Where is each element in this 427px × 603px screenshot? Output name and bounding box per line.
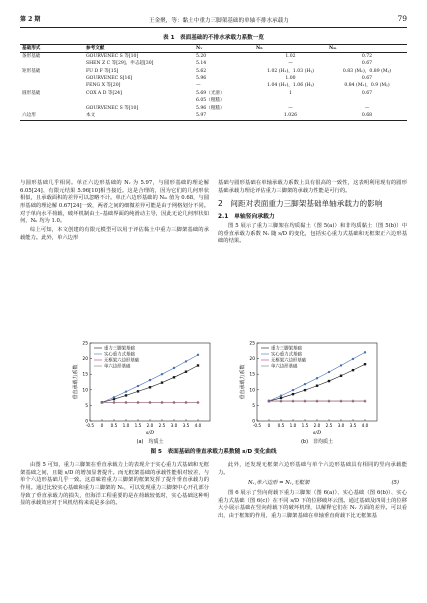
table-cell-reference: GOURVENEC S 等[10]	[86, 53, 139, 59]
header-foundation-type: 基础形式	[22, 45, 41, 51]
y-tick-label: 25	[249, 341, 255, 347]
x-tick-label: 3.5	[349, 423, 357, 428]
right-column-upper	[218, 180, 407, 247]
data-point	[185, 371, 187, 373]
x-tick-label: 2.0	[313, 423, 321, 428]
x-tick-label: 0	[100, 423, 104, 428]
table-cell-group	[20, 83, 84, 90]
x-tick-label: 1.0	[289, 423, 297, 428]
x-tick-label: 3.0	[170, 423, 178, 428]
left-column-lower	[20, 462, 209, 509]
table-cell-nh: 1.02	[285, 53, 296, 59]
paragraph: 基础与圆形基础在单轴承载力系数上具有很高的一致性，这表明利用现有的圆形基础承载力理论评估重力三脚架的承载力性能是可行的。	[218, 180, 407, 194]
data-point	[197, 354, 199, 356]
table-cell-nm: 0.67	[361, 76, 373, 82]
table-row	[20, 112, 407, 120]
panel-label: (b) 非均质土	[300, 439, 334, 445]
y-tick-label: 0	[85, 419, 88, 425]
section-heading: 2 间距对表面重力三脚架基础单轴承载力的影响	[218, 199, 383, 209]
data-point	[292, 393, 294, 395]
table-header-row	[20, 45, 407, 53]
data-point	[316, 377, 318, 379]
table-cell-nh: 1	[289, 90, 292, 96]
table-cell-nm: 0.67	[361, 90, 373, 96]
figure-5	[20, 335, 407, 447]
x-axis-label: s/D	[312, 430, 322, 436]
x-tick-label: 0.5	[110, 423, 118, 428]
page-number: 79	[397, 14, 407, 24]
data-point	[328, 371, 330, 373]
legend-entry: 单六边形基础	[104, 364, 131, 370]
table-cell-reference: 本文	[86, 112, 96, 118]
data-point	[364, 351, 366, 353]
data-point	[352, 369, 354, 371]
data-point	[292, 389, 294, 391]
y-tick-label: 0	[252, 419, 255, 425]
x-tick-label: 4.0	[361, 423, 369, 428]
equation-text: Nᵥ,单六边形 = Nᵥ,无框架	[248, 480, 310, 487]
table-cell-group: 六边形	[22, 112, 36, 118]
legend-entry: 重力三脚架基础	[271, 346, 302, 352]
table-cell-reference: GOURVENEC S[16]	[86, 76, 133, 82]
table-cell-nh: 1.04 (Hₓ)，1.06 (Hᵧ)	[267, 83, 314, 89]
paragraph: 图 5 展示了重力三脚架在均质黏土（图 5(a)）和非均质黏土（图 5(b)）中的垂直承载力系数 Nᵥ 随 s/D 的变化，包括实心重力式基础和无框架正六边形基础的结果。	[218, 222, 407, 245]
table-cell-nv: 5.69（光滑）	[196, 90, 225, 96]
x-axis-label: s/D	[145, 430, 155, 436]
table-cell-reference: SHEN Z C 等[29]、申志超[30]	[86, 61, 154, 67]
equation-5	[218, 478, 407, 490]
x-tick-label: -0.5	[252, 423, 262, 428]
y-tick-label: 5	[252, 403, 255, 409]
data-point	[137, 390, 139, 392]
x-tick-label: 3.5	[182, 423, 190, 428]
table-cell-group: 矩形基础	[22, 68, 41, 74]
table-cell-nv: 5.14	[196, 61, 207, 67]
table-row	[20, 68, 407, 75]
data-point	[173, 367, 175, 369]
header-nm: Nₘ	[329, 45, 337, 51]
panel-label: (a) 均质土	[136, 439, 164, 445]
data-point	[173, 376, 175, 378]
running-title: 王金聚，等：黏土中重力三脚架基础的单轴不排水承载力	[148, 17, 289, 24]
x-tick-label: 0.5	[277, 423, 285, 428]
table-cell-nm: 0.67	[361, 61, 373, 67]
table-cell-nh: 1.00	[285, 76, 296, 82]
y-tick-label: 15	[82, 372, 88, 378]
paragraph: 此外，还发现无框架六边形基础与单个六边形基础具有相同的竖向承载能力。	[218, 462, 407, 476]
x-tick-label: 3.0	[337, 423, 345, 428]
x-tick-label: 2.0	[146, 423, 154, 428]
table-row	[20, 98, 407, 105]
series-line	[102, 365, 198, 402]
table-title: 表 1 表面基础的不排水承载力系数一览	[163, 35, 264, 41]
table-row	[20, 61, 407, 68]
data-point	[197, 364, 199, 366]
x-tick-label: 1.5	[301, 423, 309, 428]
y-tick-label: 10	[82, 388, 88, 394]
y-tick-label: 20	[249, 357, 255, 363]
figure-5-svg	[20, 335, 407, 447]
equation-number: (5)	[391, 480, 399, 487]
figure-caption: 图 5 表面基础的垂直承载力系数随 s/D 变化曲线	[150, 449, 277, 455]
x-tick-label: -0.5	[85, 423, 95, 428]
x-tick-label: 1.0	[122, 423, 130, 428]
y-tick-label: 5	[85, 403, 88, 409]
table-cell-nh: —	[288, 105, 293, 111]
x-tick-label: 2.5	[158, 423, 166, 428]
legend-entry: 实心重力式基础	[271, 352, 302, 358]
legend-entry: 单六边形基础	[271, 364, 298, 370]
table-cell-reference: FENG X 等[20]	[86, 83, 121, 89]
paragraph: 图 6 展示了竖向荷载下重力三脚架（图 6(a)）、实心基础（图 6(b)）、实心重力式基础（图 6(c)）在不同 s/D 下的位移破坏云图。通过基础及四周土的位移大小展示基础在竖向荷载下的破坏机理，以解释它们在 Nᵥ 方面的差异。可以看出，由于框架的作用，重力三脚架基础在单轴垂直荷载下比无框架基	[218, 490, 407, 520]
left-column-upper	[20, 180, 209, 243]
data-point	[280, 395, 282, 397]
table-row	[20, 90, 407, 97]
data-point	[149, 379, 151, 381]
capacity-table	[20, 44, 407, 121]
data-point	[316, 385, 318, 387]
y-tick-label: 15	[249, 372, 255, 378]
table-row	[20, 83, 407, 90]
data-point	[161, 381, 163, 383]
table-cell-nv: 5.96	[196, 76, 207, 82]
legend-entry: 无框架六边形基础	[104, 358, 140, 364]
x-tick-label: 2.5	[325, 423, 333, 428]
data-point	[125, 394, 127, 396]
table-cell-nv: —	[196, 83, 201, 89]
table-cell-nv: 5.62	[196, 68, 207, 74]
table-cell-nm	[327, 98, 407, 105]
table-cell-nv: 6.05（粗糙）	[196, 98, 225, 104]
table-cell-nm: —	[364, 105, 370, 111]
data-point	[137, 385, 139, 387]
legend-entry: 重力三脚架基础	[104, 346, 135, 352]
y-tick-label: 25	[82, 341, 88, 347]
table-cell-group	[20, 76, 84, 83]
x-tick-label: 1.5	[134, 423, 142, 428]
table-cell-group	[20, 61, 84, 68]
table-cell-nm: 0.72	[361, 53, 373, 59]
table-cell-nh: —	[288, 61, 293, 67]
table-cell-group: 条形基础	[22, 53, 41, 59]
paragraph: 与圆形基础几乎相同。单正六边形基础的 Nᵥ 为 5.97，与圆形基础的理论解 6.05[24]、有限元结果 5.96[10]相当接近。这是合理的，因为它们的几何形状相似，且承载面积的差异可以忽略不计。单正六边形基础的 Nₘ 值为 0.68，与圆形基础的理论解 0.67[24]一致，两者之间的细微差异可能是由于网格划分不同。对于单向水平荷载，破坏机制由土–基础界面的纯滑动主导，因此无论几何形状如何，Nₕ 均为 1.0。	[20, 180, 209, 225]
header-nh: Nₕ	[256, 45, 263, 51]
table-cell-reference	[84, 98, 194, 105]
table-cell-nm: 0.84 (Mₓ)，0.9 (Mᵧ)	[344, 83, 390, 89]
data-point	[113, 396, 115, 398]
data-point	[161, 373, 163, 375]
paragraph: 由图 5 可知，重力三脚架在垂直承载力上的表现介于实心重力式基础和无框架基础之间，且随 s/D 的增加显著提升。而无框架基础的承载性能相对较差，与单个六边形基础几乎一致。这意味着重力三脚架的框架发挥了提升垂直承载力的作用。通过比较实心基础和重力三脚架的 Nᵥ，可以发现重力三脚架中心开孔部分导致了垂直承载力的损失，但海洋工程重要的是在荷载较低时，实心基础这种明显的承载效应对于风机结构来说是多余的。	[20, 462, 209, 507]
running-header	[20, 14, 407, 28]
data-point	[304, 383, 306, 385]
series-line	[269, 364, 365, 401]
x-tick-label: 4.0	[194, 423, 202, 428]
table-cell-nh: 1.026	[283, 112, 298, 118]
table-cell-nv: 5.20	[196, 53, 207, 59]
y-tick-label: 20	[82, 357, 88, 363]
table-cell-group: 圆形基础	[22, 90, 41, 96]
right-column-lower	[218, 462, 407, 522]
data-point	[340, 364, 342, 366]
subsection-heading: 2.1 单轴竖向承载力	[218, 213, 275, 220]
table-cell-nv: 5.97	[196, 112, 207, 118]
table-cell-nm: 0.68	[361, 112, 373, 118]
y-axis-label: 垂直承载力系数	[73, 364, 79, 400]
data-point	[125, 390, 127, 392]
table-cell-group	[20, 98, 84, 105]
table-row	[20, 76, 407, 83]
data-point	[304, 389, 306, 391]
data-point	[352, 358, 354, 360]
paragraph: 综上可知，本文创建的有限元模型可以用于评估黏土中重力三脚架基础的承载能力。此外，单六边形	[20, 227, 209, 241]
table-cell-nm: 0.83 (Mₓ)，0.89 (Mᵧ)	[342, 68, 392, 74]
table-cell-reference: FU D F 等[15]	[86, 68, 119, 74]
table-cell-reference: COX A D 等[24]	[86, 90, 122, 96]
table-row	[20, 53, 407, 61]
data-point	[280, 397, 282, 399]
table-cell-nh: 1.02 (Hₓ)，1.03 (Hᵧ)	[267, 68, 314, 74]
data-point	[185, 360, 187, 362]
x-tick-label: 0	[267, 423, 271, 428]
y-tick-label: 10	[249, 388, 255, 394]
legend-entry: 无框架六边形基础	[271, 358, 307, 364]
data-point	[149, 386, 151, 388]
issue-number: 第 2 期	[20, 16, 41, 24]
table-cell-nv: 5.96（粗糙）	[196, 105, 225, 111]
data-point	[328, 380, 330, 382]
table-cell-nh	[254, 98, 327, 105]
table-cell-group	[20, 105, 84, 112]
table-cell-reference: GOURVENEC S 等[10]	[86, 105, 139, 111]
table-row	[20, 105, 407, 112]
data-point	[364, 363, 366, 365]
header-nv: Nᵥ	[196, 45, 203, 51]
legend-entry: 实心重力式基础	[104, 352, 135, 358]
data-point	[340, 375, 342, 377]
header-reference: 参考文献	[86, 45, 105, 51]
y-axis-label: 垂直承载力系数	[240, 364, 246, 400]
